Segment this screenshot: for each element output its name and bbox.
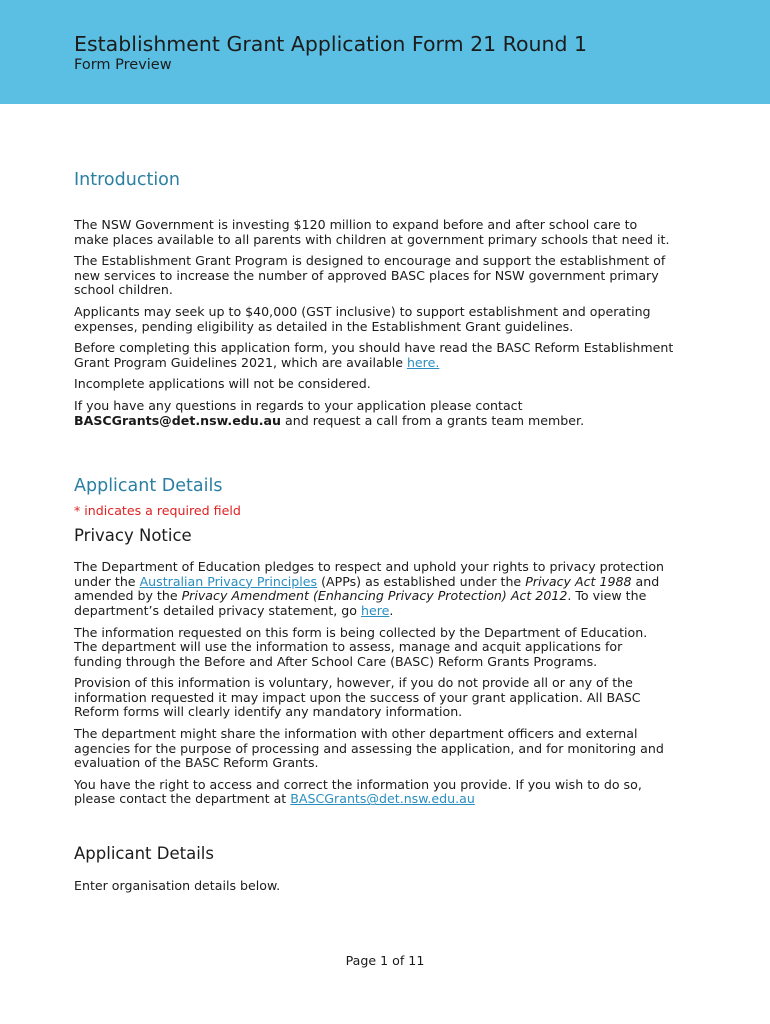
contact-text: If you have any questions in regards to your application please contact: [74, 397, 523, 413]
privacy-principles-link[interactable]: Australian Privacy Principles: [139, 573, 318, 589]
privacy-paragraph-2: The information requested on this form is being collected by the Department of Education. The department will use the information to assess, manage and acquit applications for funding through the Before and After School Care (BASC) Reform Grants Programs.: [74, 624, 648, 669]
guidelines-link[interactable]: here.: [406, 354, 440, 370]
intro-paragraph-4: [74, 341, 674, 370]
contact-email: BASCGrants@det.nsw.edu.au: [74, 412, 281, 428]
contact-tail: and request a call from a grants team member.: [281, 412, 585, 428]
applicant-details-heading: Applicant Details: [74, 476, 223, 497]
privacy-paragraph-4: The department might share the information with other department officers and external agencies for the purpose of processing and assessing the application, and for monitoring and evaluation of the BASC Reform Grants.: [74, 726, 664, 771]
form-subtitle: Form Preview: [74, 57, 172, 73]
organisation-details-instruction: Enter organisation details below.: [74, 878, 281, 894]
privacy-paragraph-1: The Department of Education pledges to respect and uphold your rights to privacy protection under the Australian Privacy Principles (APPs) as established under the Privacy Act 1988 and amended by the Privacy Amendment (Enhancing Privacy Protection) Act 2012. To view the department’s detailed privacy statement, go here.: [74, 559, 665, 618]
form-content: [74, 170, 674, 901]
form-title: Establishment Grant Application Form 21 Round 1: [74, 32, 588, 56]
page-header: [0, 0, 770, 104]
privacy-statement-link[interactable]: here: [360, 602, 390, 618]
privacy-paragraph-3: Provision of this information is voluntary, however, if you do not provide all or any of the information requested it may impact upon the success of your grant application. All BASC Reform forms will clearly identify any mandatory information.: [74, 675, 641, 720]
intro-paragraph-5: Incomplete applications will not be considered.: [74, 376, 371, 392]
intro-paragraph-1: The NSW Government is investing $120 million to expand before and after school care to make places available to all parents with children at government primary schools that need it.: [74, 217, 670, 247]
intro-paragraph-6: [74, 399, 674, 428]
guidelines-text: Before completing this application form, you should have read the BASC Reform Establishment Grant Program Guidelines 2021, which are available: [74, 340, 674, 370]
required-field-note: * indicates a required field: [74, 503, 241, 519]
privacy-paragraph-5: You have the right to access and correct the information you provide. If you wish to do so, please contact the department at BASCGrants@det.nsw.edu.au: [74, 776, 642, 807]
introduction-heading: Introduction: [74, 170, 180, 190]
privacy-notice-heading: Privacy Notice: [74, 526, 192, 546]
privacy-email-link[interactable]: BASCGrants@det.nsw.edu.au: [290, 791, 475, 807]
applicant-details-subheading: Applicant Details: [74, 844, 214, 864]
page-number: Page 1 of 11: [345, 953, 425, 968]
intro-paragraph-3: Applicants may seek up to $40,000 (GST inclusive) to support establishment and operating expenses, pending eligibility as detailed in the Establishment Grant guidelines.: [74, 303, 651, 334]
intro-paragraph-2: The Establishment Grant Program is designed to encourage and support the establishment of new services to increase the number of approved BASC places for NSW government primary school children.: [74, 253, 666, 298]
